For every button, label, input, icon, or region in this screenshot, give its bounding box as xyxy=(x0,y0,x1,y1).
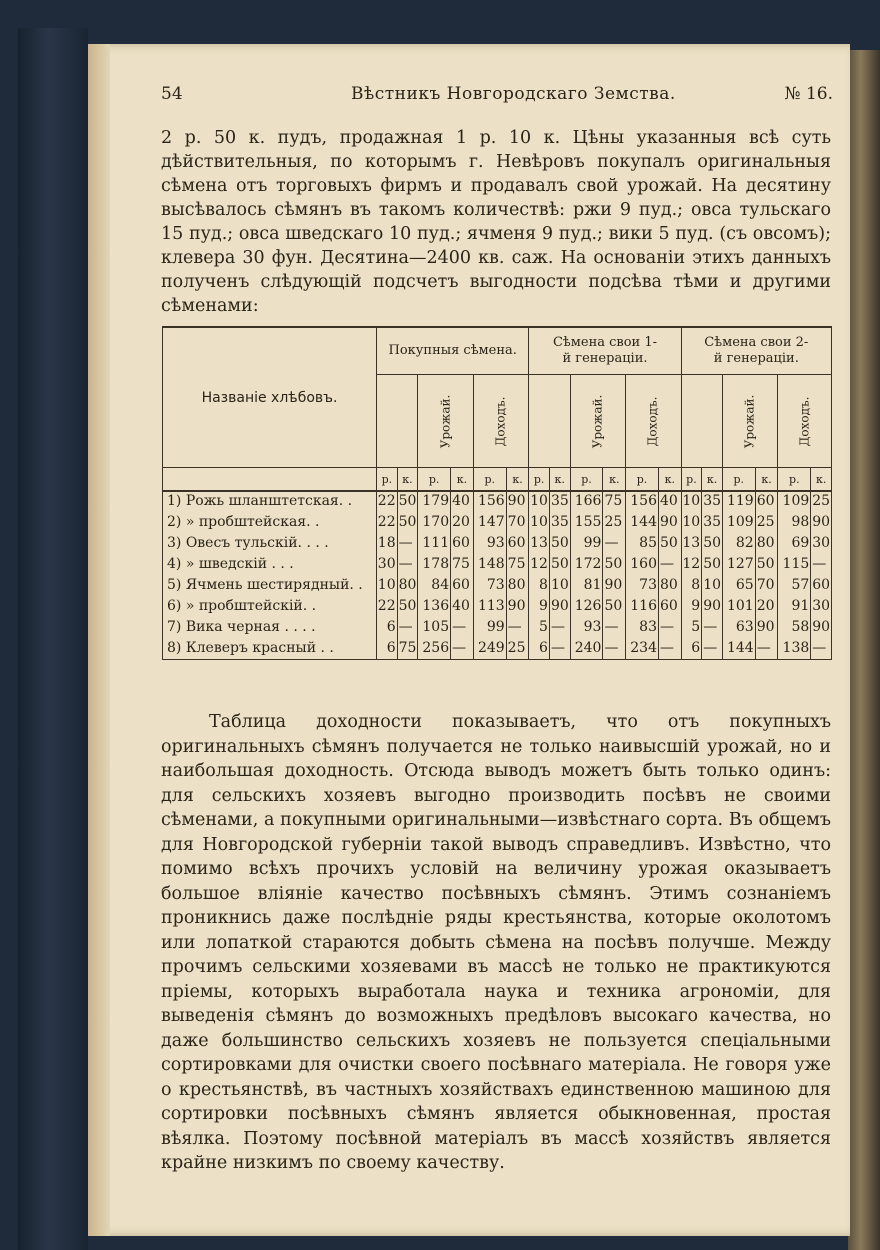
table-cell: 75 xyxy=(397,638,418,660)
table-cell: 80 xyxy=(397,575,418,596)
crop-name-cell: 2) » пробштейская. . xyxy=(163,512,377,533)
yield-table-body xyxy=(163,491,832,660)
unit-kopecks: к. xyxy=(397,468,418,492)
journal-title: Вѣстникъ Новгородскаго Земства. xyxy=(351,84,676,104)
table-cell: — xyxy=(451,638,474,660)
table-cell: 25 xyxy=(811,491,832,512)
table-cell: 116 xyxy=(626,596,659,617)
table-cell: 50 xyxy=(603,596,626,617)
sub-header-label: Урожай. xyxy=(437,394,452,449)
crop-name-cell: 4) » шведскій . . . xyxy=(163,554,377,575)
table-cell: 50 xyxy=(603,554,626,575)
table-cell: 156 xyxy=(473,491,506,512)
table-cell: 80 xyxy=(658,575,681,596)
table-cell: 6 xyxy=(377,638,398,660)
table-row xyxy=(163,596,832,617)
running-header xyxy=(161,84,833,110)
table-cell: 57 xyxy=(778,575,811,596)
unit-rubles: р. xyxy=(681,468,702,492)
table-cell: 70 xyxy=(755,575,778,596)
table-cell: 12 xyxy=(681,554,702,575)
table-cell: 40 xyxy=(658,491,681,512)
group-header-gen1: Сѣмена свои 1-й генераціи. xyxy=(529,327,681,375)
crop-name-cell: 7) Вика черная . . . . xyxy=(163,617,377,638)
table-cell: 30 xyxy=(811,596,832,617)
table-cell: 80 xyxy=(506,575,529,596)
table-cell: 50 xyxy=(397,491,418,512)
table-cell: — xyxy=(658,617,681,638)
book-page xyxy=(88,44,850,1236)
table-cell: 75 xyxy=(603,491,626,512)
table-cell: 13 xyxy=(529,533,550,554)
table-cell: 10 xyxy=(549,575,570,596)
column-header-crop-name: Названіе хлѣбовъ. xyxy=(163,327,377,468)
table-cell: — xyxy=(397,617,418,638)
table-cell: 144 xyxy=(722,638,755,660)
table-cell: 8 xyxy=(681,575,702,596)
book-binding xyxy=(18,28,88,1250)
table-cell: 179 xyxy=(418,491,451,512)
table-cell: 115 xyxy=(778,554,811,575)
table-cell: 73 xyxy=(626,575,659,596)
table-cell: 156 xyxy=(626,491,659,512)
table-cell: 111 xyxy=(418,533,451,554)
sub-header-label: Доходъ. xyxy=(493,396,508,447)
crop-name-cell: 1) Рожь шланштетская. . xyxy=(163,491,377,512)
page-edges xyxy=(848,50,880,1250)
table-cell: 10 xyxy=(702,575,723,596)
table-cell: 13 xyxy=(681,533,702,554)
table-cell: 40 xyxy=(451,596,474,617)
table-cell: 90 xyxy=(755,617,778,638)
table-cell: 90 xyxy=(506,596,529,617)
table-cell: — xyxy=(603,638,626,660)
unit-kopecks: к. xyxy=(658,468,681,492)
table-cell: 109 xyxy=(722,512,755,533)
sub-header-label: Доходъ. xyxy=(645,396,660,447)
crop-name-cell: 3) Овесъ тульскій. . . . xyxy=(163,533,377,554)
table-cell: 69 xyxy=(778,533,811,554)
table-cell: 6 xyxy=(681,638,702,660)
table-cell: 50 xyxy=(658,533,681,554)
unit-kopecks: к. xyxy=(549,468,570,492)
crop-name-cell: 5) Ячмень шестирядный. . xyxy=(163,575,377,596)
table-cell: — xyxy=(549,617,570,638)
table-row xyxy=(163,533,832,554)
yield-table xyxy=(162,326,832,660)
table-row xyxy=(163,575,832,596)
table-cell: 136 xyxy=(418,596,451,617)
table-row xyxy=(163,512,832,533)
sub-header-label: Урожай. xyxy=(590,394,605,449)
table-cell: 10 xyxy=(377,575,398,596)
table-cell: — xyxy=(702,617,723,638)
group-header-gen2: Сѣмена свои 2-й генераціи. xyxy=(681,327,831,375)
sub-header-yield xyxy=(418,375,474,468)
crop-name-cell: 6) » пробштейскій. . xyxy=(163,596,377,617)
table-cell: 60 xyxy=(658,596,681,617)
table-cell: 249 xyxy=(473,638,506,660)
table-cell: 91 xyxy=(778,596,811,617)
sub-header-cost xyxy=(681,375,722,468)
table-cell: 83 xyxy=(626,617,659,638)
unit-rubles: р. xyxy=(626,468,659,492)
table-cell: 138 xyxy=(778,638,811,660)
table-cell: 60 xyxy=(811,575,832,596)
table-cell: 50 xyxy=(755,554,778,575)
table-cell: 99 xyxy=(570,533,603,554)
unit-kopecks: к. xyxy=(755,468,778,492)
table-cell: 50 xyxy=(397,512,418,533)
sub-header-yield xyxy=(570,375,626,468)
table-cell: 119 xyxy=(722,491,755,512)
sub-header-yield xyxy=(722,375,778,468)
table-cell: — xyxy=(603,617,626,638)
table-cell: 50 xyxy=(397,596,418,617)
unit-kopecks: к. xyxy=(506,468,529,492)
unit-rubles: р. xyxy=(722,468,755,492)
unit-kopecks: к. xyxy=(811,468,832,492)
table-cell: 35 xyxy=(702,512,723,533)
table-cell: 178 xyxy=(418,554,451,575)
sub-header-income xyxy=(626,375,682,468)
table-cell: — xyxy=(702,638,723,660)
table-cell: 81 xyxy=(570,575,603,596)
table-cell: 73 xyxy=(473,575,506,596)
table-cell: 9 xyxy=(681,596,702,617)
unit-kopecks: к. xyxy=(702,468,723,492)
table-cell: 127 xyxy=(722,554,755,575)
table-cell: — xyxy=(811,638,832,660)
page-number: 54 xyxy=(161,84,183,104)
unit-rubles: р. xyxy=(570,468,603,492)
crop-name-cell: 8) Клеверъ красный . . xyxy=(163,638,377,660)
table-cell: 98 xyxy=(778,512,811,533)
table-cell: 75 xyxy=(506,554,529,575)
table-cell: 144 xyxy=(626,512,659,533)
table-cell: — xyxy=(603,533,626,554)
table-row xyxy=(163,554,832,575)
table-cell: 22 xyxy=(377,596,398,617)
table-row xyxy=(163,617,832,638)
table-cell: — xyxy=(397,554,418,575)
table-cell: 90 xyxy=(506,491,529,512)
unit-rubles: р. xyxy=(529,468,550,492)
table-cell: 30 xyxy=(377,554,398,575)
table-cell: 50 xyxy=(702,533,723,554)
table-cell: 105 xyxy=(418,617,451,638)
table-cell: 50 xyxy=(549,554,570,575)
body-paragraph: Таблица доходности показываетъ, что отъ покупныхъ оригинальныхъ сѣмянъ получается не только наивысшій урожай, но и наибольшая доходность. Отсюда выводъ можетъ быть только одинъ: для сельскихъ хозяевъ выгодно производить посѣвъ не своими сѣменами, а покупными оригинальными—извѣстнаго сорта. Въ общемъ для Новгородской губерніи такой выводъ справедливъ. Извѣстно, что помимо всѣхъ прочихъ условій на величину урожая оказываетъ большое вліяніе качество посѣвныхъ сѣмянъ. Этимъ сознаніемъ проникнись даже послѣдніе ряды крестьянства, которые околотомъ или лопаткой стараются добыть сѣмена на посѣвъ получше. Между прочимъ сельскими хозяевами въ массѣ не только не практикуются пріемы, которыхъ выработала наука и техника агрономіи, для выведенія сѣмянъ до возможныхъ предѣловъ высокаго качества, но даже большинство сельскихъ хозяевъ не пользуется спеціальными сортировками для очистки своего посѣвнаго матеріала. Не говоря уже о крестьянствѣ, въ частныхъ хозяйствахъ единственною машиною для сортировки посѣвныхъ сѣмянъ является обыкновенная, простая вѣялка. Поэтому посѣвной матеріалъ въ массѣ хозяйствъ является крайне низкимъ по своему качеству. xyxy=(161,712,831,1173)
table-cell: 10 xyxy=(529,512,550,533)
sub-header-label: Доходъ. xyxy=(797,396,812,447)
table-cell: 35 xyxy=(702,491,723,512)
table-cell: — xyxy=(506,617,529,638)
table-cell: 93 xyxy=(570,617,603,638)
table-cell: — xyxy=(811,554,832,575)
table-cell: 25 xyxy=(506,638,529,660)
table-cell: 75 xyxy=(451,554,474,575)
table-cell: 85 xyxy=(626,533,659,554)
table-cell: 90 xyxy=(549,596,570,617)
sub-header-cost xyxy=(529,375,570,468)
table-cell: 109 xyxy=(778,491,811,512)
table-cell: 90 xyxy=(658,512,681,533)
sub-header-label: Урожай. xyxy=(742,394,757,449)
table-cell: 35 xyxy=(549,512,570,533)
table-cell: 160 xyxy=(626,554,659,575)
table-cell: 101 xyxy=(722,596,755,617)
table-cell: 5 xyxy=(529,617,550,638)
body-text xyxy=(161,710,831,1176)
table-cell: 50 xyxy=(549,533,570,554)
table-cell: 172 xyxy=(570,554,603,575)
table-cell: 50 xyxy=(702,554,723,575)
table-cell: 82 xyxy=(722,533,755,554)
table-cell: — xyxy=(755,638,778,660)
table-cell: 113 xyxy=(473,596,506,617)
table-cell: 256 xyxy=(418,638,451,660)
unit-kopecks: к. xyxy=(603,468,626,492)
table-cell: 18 xyxy=(377,533,398,554)
table-cell: 155 xyxy=(570,512,603,533)
table-cell: 5 xyxy=(681,617,702,638)
table-cell: 90 xyxy=(811,617,832,638)
table-cell: — xyxy=(451,617,474,638)
table-cell: 84 xyxy=(418,575,451,596)
table-cell: 25 xyxy=(755,512,778,533)
unit-rubles: р. xyxy=(418,468,451,492)
table-cell: 147 xyxy=(473,512,506,533)
table-cell: 170 xyxy=(418,512,451,533)
group-header-purchased: Покупныя сѣмена. xyxy=(377,327,529,375)
unit-header-row xyxy=(163,468,832,492)
table-cell: 22 xyxy=(377,491,398,512)
table-cell: 90 xyxy=(811,512,832,533)
table-cell: 240 xyxy=(570,638,603,660)
table-cell: — xyxy=(549,638,570,660)
table-cell: 6 xyxy=(529,638,550,660)
unit-rubles: р. xyxy=(778,468,811,492)
table-cell: — xyxy=(658,638,681,660)
table-cell: 20 xyxy=(451,512,474,533)
unit-rubles: р. xyxy=(473,468,506,492)
table-cell: 10 xyxy=(529,491,550,512)
table-cell: 63 xyxy=(722,617,755,638)
table-cell: 60 xyxy=(506,533,529,554)
table-cell: — xyxy=(658,554,681,575)
table-cell: 35 xyxy=(549,491,570,512)
table-cell: 12 xyxy=(529,554,550,575)
table-row xyxy=(163,491,832,512)
sub-header-income xyxy=(778,375,832,468)
table-cell: 234 xyxy=(626,638,659,660)
table-cell: 126 xyxy=(570,596,603,617)
table-cell: 148 xyxy=(473,554,506,575)
table-cell: 99 xyxy=(473,617,506,638)
table-row xyxy=(163,638,832,660)
table-cell: 8 xyxy=(529,575,550,596)
sub-header-cost xyxy=(377,375,418,468)
table-cell: 90 xyxy=(603,575,626,596)
table-cell: 6 xyxy=(377,617,398,638)
unit-rubles: р. xyxy=(377,468,398,492)
table-cell: 65 xyxy=(722,575,755,596)
intro-paragraph: 2 р. 50 к. пудъ, продажная 1 р. 10 к. Цѣны указанныя всѣ суть дѣйствительныя, по которымъ г. Невѣровъ покупалъ оригинальныя сѣмена отъ торговыхъ фирмъ и продавалъ свой урожай. На десятину высѣвалось сѣмянъ въ такомъ количествѣ: ржи 9 пуд.; овса тульскаго 15 пуд.; овса шведскаго 10 пуд.; ячменя 9 пуд.; вики 5 пуд. (съ овсомъ); клевера 30 фун. Десятина—2400 кв. саж. На основаніи этихъ данныхъ полученъ слѣдующій подсчетъ выгодности подсѣва тѣми и другими сѣменами: xyxy=(161,128,831,316)
table-cell: 80 xyxy=(755,533,778,554)
sub-header-income xyxy=(473,375,529,468)
table-cell: 60 xyxy=(755,491,778,512)
table-cell: — xyxy=(397,533,418,554)
table-cell: 10 xyxy=(681,491,702,512)
table-cell: 30 xyxy=(811,533,832,554)
table-cell: 10 xyxy=(681,512,702,533)
yield-table-container xyxy=(162,326,832,698)
table-cell: 93 xyxy=(473,533,506,554)
table-cell: 22 xyxy=(377,512,398,533)
issue-number: № 16. xyxy=(784,84,833,104)
table-cell: 20 xyxy=(755,596,778,617)
unit-kopecks: к. xyxy=(451,468,474,492)
table-cell: 60 xyxy=(451,575,474,596)
table-cell: 58 xyxy=(778,617,811,638)
table-cell: 70 xyxy=(506,512,529,533)
table-cell: 60 xyxy=(451,533,474,554)
unit-spacer xyxy=(163,468,377,492)
table-cell: 40 xyxy=(451,491,474,512)
table-cell: 166 xyxy=(570,491,603,512)
table-cell: 25 xyxy=(603,512,626,533)
page-gutter xyxy=(88,44,110,1236)
table-cell: 9 xyxy=(529,596,550,617)
table-cell: 90 xyxy=(702,596,723,617)
intro-text xyxy=(161,126,831,318)
